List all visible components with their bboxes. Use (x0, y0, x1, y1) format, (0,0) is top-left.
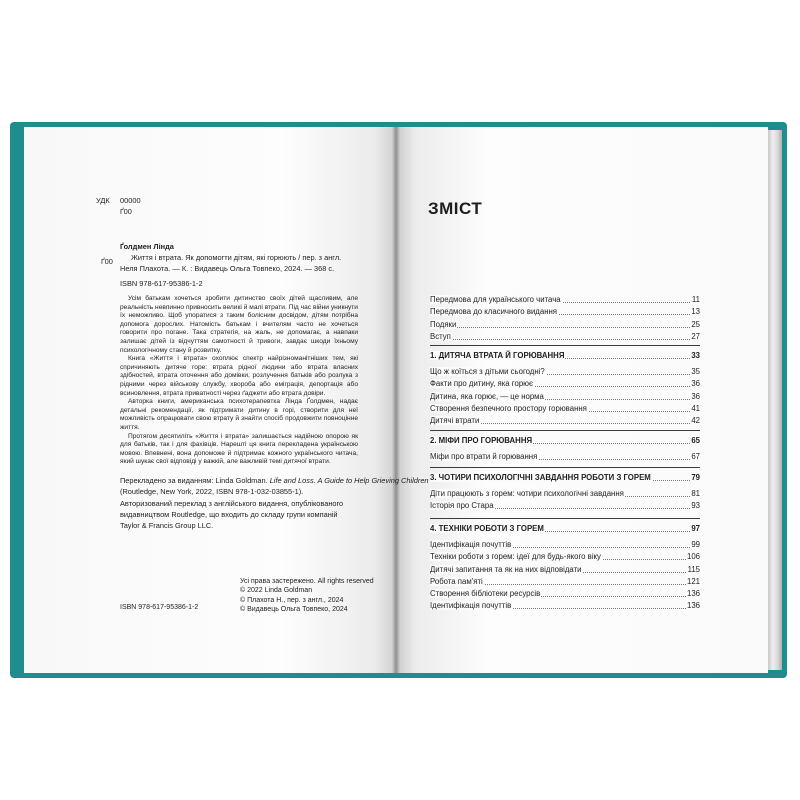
toc-item-page: 41 (691, 403, 700, 413)
biblio-line-1: Життя і втрата. Як допомогти дітям, які горюють / пер. з англ. (131, 253, 342, 262)
copyright-block (240, 577, 374, 615)
toc-item-title: Діти працюють з горем: чотири психологічні завдання (430, 489, 624, 498)
toc-item[interactable] (430, 391, 700, 403)
toc-item-title: Робота пам'яті (430, 576, 483, 586)
toc-section-1 (430, 350, 700, 427)
toc-chapter-page: 97 (691, 524, 700, 533)
abstract-paragraph: Протягом десятиліть «Життя і втрата» залишається надійною опорою як для батьків, так і для фахівців. Нарешті ця книга перекладена українською мовою. Впевнені, вона допоможе й підтримає кожного українського читача, який шукає свої відповіді у важкій, але важливій темі дитячої втрати. (120, 432, 358, 466)
rights-reserved: Усі права застережено. All rights reserved (240, 578, 374, 585)
toc-item-page: 11 (691, 295, 700, 304)
toc-item-title: Передмова до класичного видання (430, 307, 558, 317)
toc-item[interactable] (430, 415, 700, 427)
toc-item[interactable] (430, 294, 700, 306)
g-code-top: Ґ00 (120, 207, 132, 216)
abstract-paragraph: Книга «Життя і втрата» охоплює спектр найрізноманітніших тем, які спричиняють дитяче горе: втрата рідної людини або втрата власних здібностей, втрата оточення або домівки, розлучення батьків або розлука з рідними через військову службу, хвороба або еміграція, депортація або всиновлення, втрата приватності через ґаджети або втрата довіри. (120, 355, 358, 397)
author-name: Ґолдмен Лінда (120, 242, 174, 251)
isbn-top: ISBN 978-617-95386-1-2 (120, 279, 203, 288)
toc-item-title: Що ж коїться з дітьми сьогодні? (430, 367, 545, 376)
copyright-line: © Видавець Ольга Товпеко, 2024 (240, 606, 348, 614)
toc-item[interactable] (430, 576, 700, 588)
toc-item[interactable] (430, 451, 700, 463)
toc-item-title: Історія про Стара (430, 501, 494, 511)
udk-label: УДК (96, 196, 110, 205)
section-divider (430, 467, 700, 468)
toc-item-title: Ідентифікація почуттів (430, 540, 512, 549)
toc-item-page: 42 (691, 416, 700, 426)
toc-title: ЗМІСТ (428, 199, 483, 218)
section-divider (430, 345, 700, 346)
toc-item-title: Подяки (430, 319, 457, 329)
toc-item[interactable] (430, 378, 700, 390)
translated-from-suffix: (Routledge, New York, 2022, ISBN 978-1-032-03855-1). (120, 487, 304, 496)
toc-item-title: Передмова для українського читача (430, 295, 561, 304)
toc-chapter-heading[interactable] (430, 523, 700, 536)
section-divider (430, 430, 700, 431)
udk-value: 00000 (120, 196, 141, 205)
toc-item-page: 13 (691, 307, 700, 317)
toc-item[interactable] (430, 539, 700, 551)
toc-item[interactable] (430, 403, 700, 415)
toc-item[interactable] (430, 488, 700, 500)
g-code-side: Ґ00 (101, 257, 113, 266)
translated-from (120, 476, 429, 486)
toc-item-title: Ідентифікація почуттів (430, 601, 512, 611)
toc-chapter-heading[interactable] (430, 472, 700, 485)
toc-chapter-page: 79 (691, 473, 700, 482)
isbn-bottom: ISBN 978-617-95386-1-2 (120, 604, 199, 611)
toc-section-2 (430, 435, 700, 463)
toc-item[interactable] (430, 319, 700, 331)
authorized-line-1: Авторизований переклад з англійського видання, опублікованого (120, 499, 344, 508)
toc-item-title: Створення бібліотеки ресурсів (430, 589, 541, 599)
toc-item-page: 67 (691, 452, 700, 461)
original-title: Life and Loss. A Guide to Help Grieving Children (269, 476, 429, 485)
toc-item-title: Дитячі запитання та як на них відповідати (430, 564, 582, 574)
toc-item-page: 115 (687, 564, 700, 574)
toc-item[interactable] (430, 306, 700, 318)
toc-chapter-heading[interactable] (430, 350, 700, 363)
translated-from-prefix: Перекладено за виданням: Linda Goldman. (120, 476, 268, 485)
toc-item-page: 36 (691, 391, 700, 401)
toc-item-page: 36 (691, 379, 700, 389)
toc-item-title: Техніки роботи з горем: ідеї для будь-якого віку (430, 552, 601, 562)
toc-chapter-page: 33 (691, 351, 700, 360)
toc-chapter-title: 2. МІФИ ПРО ГОРЮВАННЯ (430, 436, 533, 445)
copyright-line: © Плахота Н., пер. з англ., 2024 (240, 596, 344, 604)
toc-item-page: 93 (691, 501, 700, 511)
toc-item[interactable] (430, 588, 700, 600)
biblio-line-2: Неля Плахота. — К. : Видавець Ольга Товпеко, 2024. — 368 с. (120, 264, 335, 273)
abstract (120, 295, 358, 467)
page-block-edge (768, 130, 782, 670)
toc-chapter-title: 4. ТЕХНІКИ РОБОТИ З ГОРЕМ (430, 524, 544, 533)
toc-item-title: Дитячі втрати (430, 416, 480, 426)
authorized-line-3: Taylor & Francis Group LLC. (120, 521, 214, 530)
toc-section-front (430, 294, 700, 343)
abstract-paragraph: Усім батькам хочеться зробити дитинство своїх дітей щасливим, але реальність невпинно привносить великі й малі втрати. Під час війни уникнути їх неможливо. Щоб упоратися з таким болісним досвідом, дітям потрібна допомога дорослих. Натомість батькам і вчителям часто не хочеться говорити про погане. Така стратегія, на жаль, не допомагає, а навпаки залишає дітей із відчуттям самотності й тривоги, завдає шкоди їхньому психологічному стану й розвитку. (120, 295, 358, 354)
abstract-paragraph: Авторка книги, американська психотерапевтка Лінда Ґолдмен, надає детальні рекомендації, як підтримати дитину в горі, створити для неї можливість опрацювати свою втрату й знайти спосіб продовжити повноцінне життя. (120, 398, 358, 431)
toc-item-page: 27 (691, 331, 700, 341)
toc-item-title: Вступ (430, 331, 451, 341)
toc-item-title: Створення безпечного простору горювання (430, 403, 587, 413)
toc-item[interactable] (430, 366, 700, 378)
toc-item[interactable] (430, 500, 700, 512)
toc-item-page: 106 (686, 552, 700, 562)
toc-chapter-heading[interactable] (430, 435, 700, 448)
toc-chapter-page: 65 (691, 436, 700, 445)
copyright-line: © 2022 Linda Goldman (240, 587, 313, 595)
toc-item-page: 35 (691, 367, 700, 376)
toc-item-title: Дитина, яка горює, — це норма (430, 391, 544, 401)
toc-item-page: 99 (691, 540, 700, 549)
toc-item-page: 136 (686, 589, 700, 599)
toc-item-title: Факти про дитину, яка горює (430, 379, 533, 389)
book-gutter (392, 127, 400, 673)
toc-item-title: Міфи про втрати й горювання (430, 452, 538, 461)
toc-item[interactable] (430, 600, 700, 612)
toc-item-page: 136 (686, 601, 700, 611)
toc-section-3 (430, 472, 700, 513)
toc-item-page: 81 (691, 489, 700, 498)
toc-chapter-title: 3. ЧОТИРИ ПСИХОЛОГІЧНІ ЗАВДАННЯ РОБОТИ З ГОРЕМ (430, 473, 651, 482)
authorized-line-2: видавництвом Routledge, що входить до складу групи компаній (120, 510, 338, 519)
toc-item[interactable] (430, 331, 700, 343)
toc-item-page: 121 (686, 576, 700, 586)
section-divider (430, 518, 700, 519)
toc-item[interactable] (430, 564, 700, 576)
toc-item[interactable] (430, 551, 700, 563)
toc-chapter-title: 1. ДИТЯЧА ВТРАТА Й ГОРЮВАННЯ (430, 351, 565, 360)
toc-item-page: 25 (691, 319, 700, 329)
toc-section-4 (430, 523, 700, 613)
